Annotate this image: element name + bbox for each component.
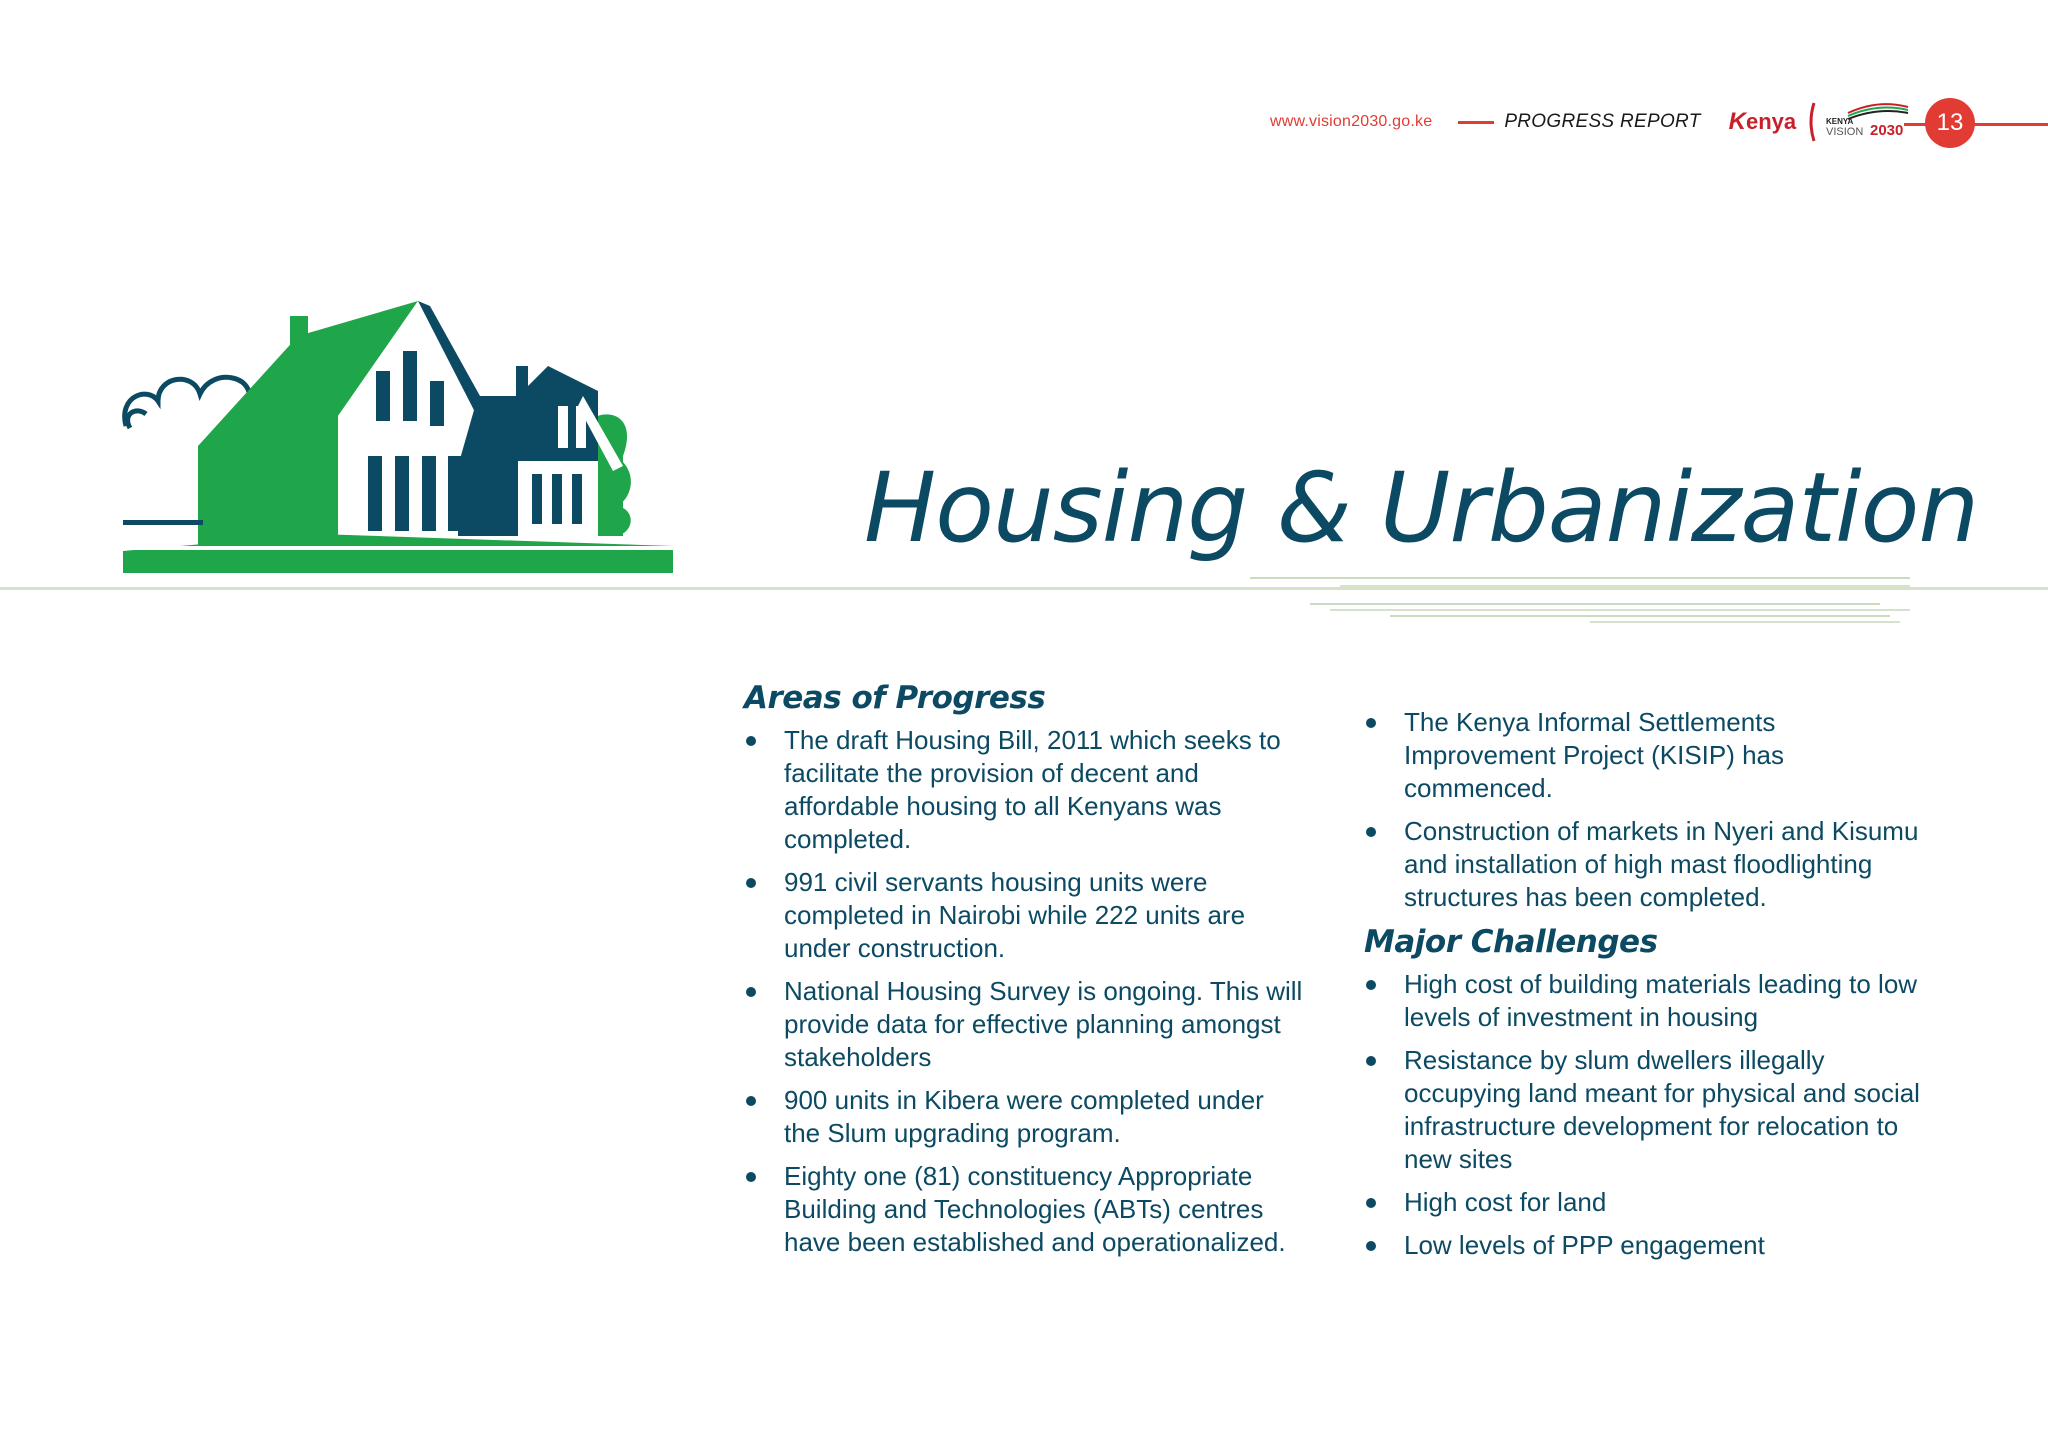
header-divider bbox=[1458, 121, 1494, 124]
svg-text:KENYA: KENYA bbox=[1826, 117, 1854, 126]
list-item: High cost of building materials leading to low levels of investment in housing bbox=[1364, 968, 1924, 1034]
list-item: Low levels of PPP engagement bbox=[1364, 1229, 1924, 1262]
bullet-icon bbox=[1366, 1198, 1376, 1208]
progress-column bbox=[744, 680, 1304, 1269]
svg-text:2030: 2030 bbox=[1870, 122, 1904, 139]
bullet-icon bbox=[746, 878, 756, 888]
bullet-icon bbox=[746, 736, 756, 746]
list-item: High cost for land bbox=[1364, 1186, 1924, 1219]
bullet-icon bbox=[1366, 1241, 1376, 1251]
list-item: The draft Housing Bill, 2011 which seeks to facilitate the provision of decent and affordable housing to all Kenyans was completed. bbox=[744, 724, 1304, 856]
progress-list bbox=[744, 724, 1304, 1259]
list-item: Eighty one (81) constituency Appropriate Building and Technologies (ABTs) centres have been established and operationalized. bbox=[744, 1160, 1304, 1259]
bullet-icon bbox=[746, 1172, 756, 1182]
title-rule bbox=[0, 587, 2048, 590]
house-illustration-icon bbox=[118, 296, 693, 586]
list-item: Construction of markets in Nyeri and Kisumu and installation of high mast floodlighting structures has been completed. bbox=[1364, 815, 1924, 914]
decorative-stripes bbox=[1250, 560, 1920, 632]
list-item: 900 units in Kibera were completed under the Slum upgrading program. bbox=[744, 1084, 1304, 1150]
page-number: 13 bbox=[1925, 98, 1975, 148]
kenya-logo-icon: K enya bbox=[1728, 108, 1797, 135]
list-item: 991 civil servants housing units were completed in Nairobi while 222 units are under construction. bbox=[744, 866, 1304, 965]
bullet-icon bbox=[1366, 1056, 1376, 1066]
challenges-list bbox=[1364, 968, 1924, 1262]
list-item: The Kenya Informal Settlements Improvement Project (KISIP) has commenced. bbox=[1364, 706, 1924, 805]
vision2030-logo-icon bbox=[1808, 99, 1926, 145]
svg-text:VISION: VISION bbox=[1826, 126, 1864, 138]
progress-list-continued bbox=[1364, 706, 1924, 914]
report-label: PROGRESS REPORT bbox=[1504, 111, 1701, 132]
progress-heading: Areas of Progress bbox=[744, 680, 1046, 716]
bullet-icon bbox=[1366, 827, 1376, 837]
list-item: Resistance by slum dwellers illegally occupying land meant for physical and social infrastructure development for relocation to new sites bbox=[1364, 1044, 1924, 1176]
challenges-column bbox=[1364, 706, 1924, 1272]
bullet-icon bbox=[1366, 718, 1376, 728]
bullet-icon bbox=[1366, 980, 1376, 990]
page-header bbox=[1270, 104, 1926, 140]
bullet-icon bbox=[746, 1096, 756, 1106]
challenges-heading: Major Challenges bbox=[1364, 924, 1658, 960]
page-title: Housing & Urbanization bbox=[864, 452, 1979, 564]
list-item: National Housing Survey is ongoing. This will provide data for effective planning amongst stakeholders bbox=[744, 975, 1304, 1074]
bullet-icon bbox=[746, 987, 756, 997]
site-url[interactable]: www.vision2030.go.ke bbox=[1270, 113, 1433, 130]
